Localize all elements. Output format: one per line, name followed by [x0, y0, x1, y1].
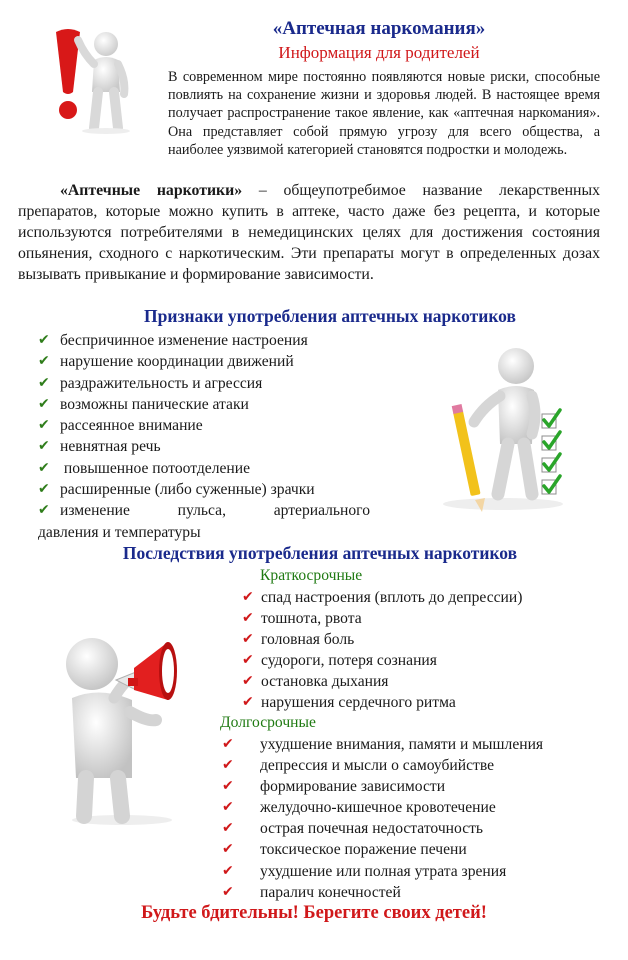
list-item: ✔ раздражительность и агрессия: [38, 373, 398, 394]
intro-float-spacer: [18, 68, 168, 162]
check-red-icon: ✔: [222, 757, 234, 774]
intro-paragraph: [18, 68, 600, 162]
check-red-icon: ✔: [242, 694, 254, 711]
list-item: ✔ нарушение координации движений: [38, 351, 398, 372]
list-item: ✔ спад настроения (вплоть до депрессии): [242, 587, 522, 608]
check-icon: ✔: [38, 459, 50, 476]
list-item: ✔ токсическое поражение печени: [222, 839, 543, 860]
list-item: ✔ головная боль: [242, 629, 522, 650]
list-item: ✔ остановка дыхания: [242, 671, 522, 692]
list-item: ✔ повышенное потоотделение: [38, 458, 398, 479]
check-icon: ✔: [38, 374, 50, 391]
list-item: ✔ ухудшение или полная утрата зрения: [222, 861, 543, 882]
definition-paragraph: [18, 180, 600, 285]
check-icon: ✔: [38, 438, 50, 455]
check-red-icon: ✔: [222, 883, 234, 900]
list-item: ✔ беспричинное изменение настроения: [38, 330, 398, 351]
list-item-continuation: давления и температуры: [38, 523, 201, 541]
check-red-icon: ✔: [242, 631, 254, 648]
check-red-icon: ✔: [222, 841, 234, 858]
check-red-icon: ✔: [222, 799, 234, 816]
page-subtitle: Информация для родителей: [278, 43, 480, 62]
definition-text: – общеупотребимое название лекарственных препаратов, которые можно купить в аптеке, часто даже без рецепта, и которые используются потребителями в немедицинских целях для достижения состояния опьянения, сходного с наркотическим. Эти препараты могут в определенных дозах вызывать привыкание и формирование зависимости.: [18, 182, 600, 283]
list-item: ✔ депрессия и мысли о самоубийстве: [222, 755, 543, 776]
list-item: ✔ тошнота, рвота: [242, 608, 522, 629]
check-icon: ✔: [38, 332, 50, 348]
list-item: ✔ рассеянное внимание: [38, 415, 398, 436]
list-item: ✔ острая почечная недостаточность: [222, 818, 543, 839]
signs-heading: Признаки употребления аптечных наркотиков: [144, 306, 516, 326]
check-icon: ✔: [38, 395, 50, 412]
check-red-icon: ✔: [242, 673, 254, 690]
consequences-heading: Последствия употребления аптечных наркотиков: [122, 543, 518, 563]
page-title: «Аптечная наркомания»: [272, 18, 486, 39]
megaphone-figure-illustration: [52, 628, 202, 828]
list-item: ✔ нарушения сердечного ритма: [242, 692, 522, 713]
list-item: ✔ желудочно-кишечное кровотечение: [222, 797, 543, 818]
check-red-icon: ✔: [222, 820, 234, 837]
list-item: ✔ возможны панические атаки: [38, 394, 398, 415]
list-item: ✔ судороги, потеря сознания: [242, 650, 522, 671]
long-term-label: Долгосрочные: [220, 714, 316, 731]
check-red-icon: ✔: [242, 610, 254, 627]
check-red-icon: ✔: [242, 589, 254, 605]
list-item: ✔ ухудшение внимания, памяти и мышления: [222, 734, 543, 755]
check-red-icon: ✔: [222, 862, 234, 879]
list-item: ✔ изменение пульса, артериального: [38, 500, 370, 521]
list-item: ✔ формирование зависимости: [222, 776, 543, 797]
check-icon: ✔: [38, 417, 50, 434]
short-term-label: Краткосрочные: [260, 567, 363, 584]
definition-term: «Аптечные наркотики»: [60, 182, 243, 199]
list-item: ✔ расширенные (либо суженные) зрачки: [38, 479, 398, 500]
check-icon: ✔: [38, 502, 50, 519]
list-item: ✔ невнятная речь: [38, 436, 398, 457]
check-red-icon: ✔: [222, 778, 234, 795]
checklist-figure-illustration: [428, 344, 578, 514]
check-red-icon: ✔: [222, 736, 234, 752]
check-icon: ✔: [38, 481, 50, 498]
footer-callout: Будьте бдительны! Берегите своих детей!: [141, 903, 487, 923]
check-red-icon: ✔: [242, 652, 254, 669]
list-item: ✔ паралич конечностей: [222, 882, 543, 903]
intro-text: В современном мире постоянно появляются новые риски, способные повлиять на сохранение жизни и здоровья людей. В настоящее время получает распространение такое явление, как «аптечная наркомания». Она представляет собой прямую угрозу для всего общества, а наиболее уязвимой категорией становятся подростки и молодежь.: [168, 69, 600, 158]
long-term-list: [222, 734, 543, 903]
check-icon: ✔: [38, 353, 50, 370]
short-term-list: [242, 587, 522, 714]
signs-list: [38, 330, 398, 543]
